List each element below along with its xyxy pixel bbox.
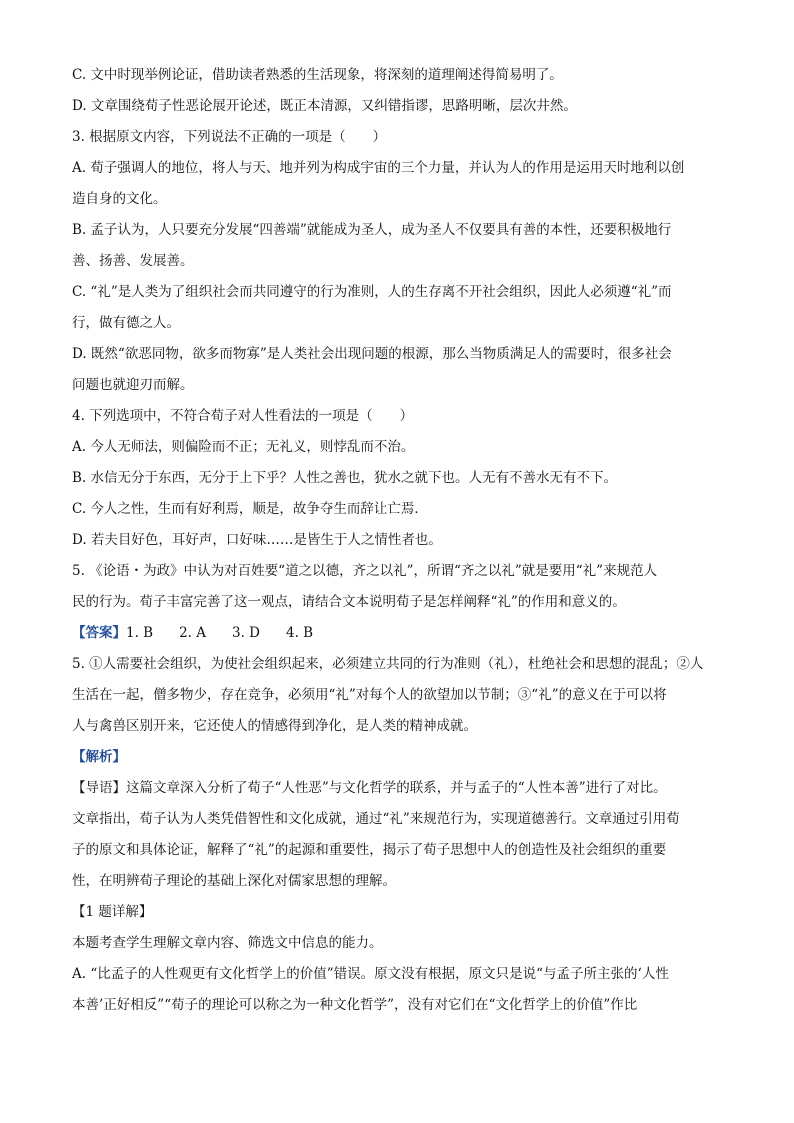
text-line: 【导语】这篇文章深入分析了荀子“人性恶”与文化哲学的联系，并与孟子的“人性本善”进行了对比。	[72, 780, 667, 796]
text-line: 5. ①人需要社会组织，为使社会组织起来，必须建立共同的行为准则（礼），杜绝社会和思想的混乱；②人	[72, 656, 704, 672]
answer-5-section	[72, 649, 724, 742]
text-line: 人与禽兽区别开来，它还使人的情感得到净化，是人类的精神成就。	[72, 718, 477, 734]
text-line: C. 今人之性，生而有好利焉，顺是，故争夺生而辞让亡焉．	[72, 501, 428, 517]
analysis-tag: 【解析】	[72, 749, 126, 765]
text-line: 5. 《论语・为政》中认为对百姓要“道之以德，齐之以礼”，所谓“齐之以礼”就是要用“礼”来规范人	[72, 563, 658, 579]
answer-item: 4. B	[286, 625, 314, 641]
text-line: 子的原文和具体论证，解释了“礼”的起源和重要性，揭示了荀子思想中人的创造性及社会组织的重要	[72, 842, 667, 858]
document-page	[72, 60, 724, 1021]
answer-item: 3. D	[232, 625, 261, 641]
text-line: 善、扬善、发展善。	[72, 253, 194, 269]
text-line: 4. 下列选项中，不符合荀子对人性看法的一项是（ ）	[72, 408, 414, 424]
text-line: C. “礼”是人类为了组织社会而共同遵守的行为准则，人的生存离不开社会组织，因此人必须遵“礼”而	[72, 284, 672, 300]
text-line: 本善’正好相反”“荀子的理论可以称之为一种文化哲学”，没有对它们在“文化哲学上的价值”作比	[72, 997, 638, 1013]
text-line: 3. 根据原文内容，下列说法不正确的一项是（ ）	[72, 129, 387, 145]
text-line: D. 文章围绕荀子性恶论展开论述，既正本清源，又纠错指谬，思路明晰，层次井然。	[72, 98, 577, 114]
text-line: 【1 题详解】	[72, 904, 153, 920]
answer-tag: 【答案】	[72, 625, 126, 641]
answer-item: 1. B	[126, 625, 154, 641]
text-line: A. 荀子强调人的地位，将人与天、地并列为构成宇宙的三个力量，并认为人的作用是运用天时地利以创	[72, 160, 685, 176]
text-line: B. 孟子认为，人只要充分发展“四善端”就能成为圣人，成为圣人不仅要具有善的本性，还要积极地行	[72, 222, 672, 238]
text-line: 文章指出，荀子认为人类凭借智性和文化成就，通过“礼”来规范行为，实现道德善行。文章通过引用荀	[72, 811, 680, 827]
text-line: 本题考查学生理解文章内容、筛选文中信息的能力。	[72, 935, 383, 951]
text-line: 性，在明辨荀子理论的基础上深化对儒家思想的理解。	[72, 873, 396, 889]
analysis-section	[72, 773, 724, 1021]
answer-item: 2. A	[179, 625, 207, 641]
text-line: A. “比孟子的人性观更有文化哲学上的价值”错误。原文没有根据，原文只是说“与孟子所主张的‘人性	[72, 966, 669, 982]
text-line: 行，做有德之人。	[72, 315, 180, 331]
answer-line	[72, 618, 724, 649]
text-line: A. 今人无师法，则偏险而不正；无礼义，则悖乱而不治。	[72, 439, 415, 455]
text-line: 造自身的文化。	[72, 191, 167, 207]
text-line: 民的行为。荀子丰富完善了这一观点，请结合文本说明荀子是怎样阐释“礼”的作用和意义的。	[72, 594, 626, 610]
text-line: 问题也就迎刃而解。	[72, 377, 194, 393]
question-section	[72, 60, 724, 618]
text-line: D. 既然“欲恶同物，欲多而物寡”是人类社会出现问题的根源，那么当物质满足人的需要时，很多社会	[72, 346, 672, 362]
text-line: B. 水信无分于东西，无分于上下乎？人性之善也，犹水之就下也。人无有不善水无有不下。	[72, 470, 618, 486]
text-line: D. 若夫目好色，耳好声，口好味……是皆生于人之情性者也。	[72, 532, 442, 548]
text-line: 生活在一起，僧多物少，存在竞争，必须用“礼”对每个人的欲望加以节制；③“礼”的意义在于可以将	[72, 687, 667, 703]
text-line: C. 文中时现举例论证，借助读者熟悉的生活现象，将深刻的道理阐述得简易明了。	[72, 67, 563, 83]
